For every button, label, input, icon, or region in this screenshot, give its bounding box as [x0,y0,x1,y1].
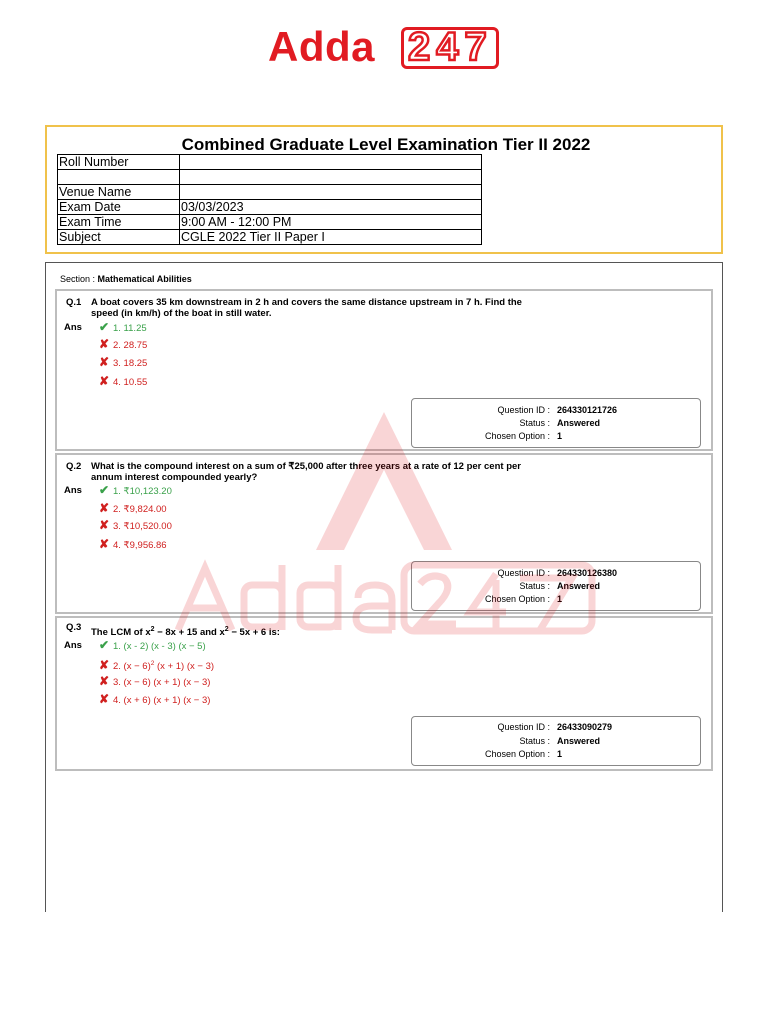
info-row-subject [58,230,482,245]
option-2 [99,658,215,673]
option-3 [99,356,147,368]
info-value: CGLE 2022 Tier II Paper I [180,230,482,245]
info-value: 9:00 AM - 12:00 PM [180,215,482,230]
cross-icon: ✘ [99,518,110,532]
info-value: 03/03/2023 [180,200,482,215]
question-info-box [411,716,701,766]
chosen-label: Chosen Option : [484,594,550,604]
option-1-correct [99,484,172,496]
option-2 [99,338,147,350]
logo-brand-text: Adda [268,23,375,70]
qid-label: Question ID : [497,405,550,415]
option-3 [99,675,210,687]
qid-value: 264330126380 [557,568,618,578]
option-text: 1. ₹10,123.20 [113,486,172,497]
status-value: Answered [557,581,601,591]
option-text: 2. ₹9,824.00 [113,504,167,515]
info-row-blank [58,170,482,185]
status-value: Answered [557,418,601,428]
option-text: 2. (x − 6) [113,661,151,673]
info-row-exam-date [58,200,482,215]
info-label: Exam Date [58,200,180,215]
status-label: Status : [519,736,550,746]
adda247-logo [268,24,502,72]
info-label [58,170,180,185]
option-2 [99,502,167,514]
chosen-label: Chosen Option : [484,431,550,441]
info-label: Subject [58,230,180,245]
qid-value: 26433090279 [557,722,613,732]
question-info-box [411,398,701,448]
answer-label: Ans [64,485,82,496]
info-label: Venue Name [58,185,180,200]
cross-icon: ✘ [99,658,110,673]
status-label: Status : [519,581,550,591]
cross-icon: ✘ [99,374,110,388]
chosen-value: 1 [557,749,563,759]
question-block-3 [55,616,713,771]
candidate-info-table [57,154,482,245]
exam-header-box [45,125,723,254]
check-icon: ✔ [99,483,110,497]
option-4 [99,538,167,550]
option-text: 3. (x − 6) (x + 1) (x − 3) [113,677,211,688]
option-text: 3. 18.25 [113,358,148,369]
option-text: 3. ₹10,520.00 [113,521,172,532]
info-value [180,185,482,200]
question-text-part: − 5x + 6 is: [228,627,280,639]
qid-value: 264330121726 [557,405,618,415]
cross-icon: ✘ [99,674,110,688]
cross-icon: ✘ [99,337,110,351]
question-number: Q.3 [66,622,82,633]
chosen-label: Chosen Option : [484,749,550,759]
question-info-box [411,561,701,611]
cross-icon: ✘ [99,692,110,706]
option-3 [99,519,172,531]
question-text: A boat covers 35 km downstream in 2 h and covers the same distance upstream in 7 h. Find the speed (in km/h) of the boat in still water. [91,297,522,319]
option-4 [99,375,147,387]
answer-label: Ans [64,322,82,333]
qid-label: Question ID : [497,722,550,732]
chosen-value: 1 [557,594,563,604]
status-label: Status : [519,418,550,428]
question-block-1 [55,289,713,451]
exponent: 2 [150,626,155,633]
check-icon: ✔ [99,638,110,652]
question-number: Q.1 [66,297,82,308]
info-label: Exam Time [58,215,180,230]
option-text: 1. 11.25 [113,323,147,334]
question-block-2 [55,453,713,614]
logo-digits: 247 [408,25,493,69]
option-1-correct [99,639,206,651]
question-number: Q.2 [66,461,82,472]
option-text: 1. (x - 2) (x - 3) (x − 5) [113,641,206,652]
cross-icon: ✘ [99,355,110,369]
option-text: 4. ₹9,956.86 [113,540,167,551]
question-text [91,624,531,638]
section-prefix: Section : [60,274,98,284]
option-text: 2. 28.75 [113,340,148,351]
qid-label: Question ID : [497,568,550,578]
status-value: Answered [557,736,601,746]
info-value [180,155,482,170]
check-icon: ✔ [99,320,110,334]
chosen-value: 1 [557,431,563,441]
section-title [60,274,192,284]
question-text: What is the compound interest on a sum of ₹25,000 after three years at a rate of 12 per cent per annum interest compounded yearly? [91,461,521,483]
cross-icon: ✘ [99,501,110,515]
info-label: Roll Number [58,155,180,170]
cross-icon: ✘ [99,537,110,551]
info-row-roll-number [58,155,482,170]
exam-title: Combined Graduate Level Examination Tier II 2022 [181,135,591,154]
option-text-tail: (x + 1) (x − 3) [154,661,215,673]
exponent: 2 [150,660,155,667]
info-row-venue-name [58,185,482,200]
section-name: Mathematical Abilities [97,274,192,284]
question-text-part: The LCM of x [91,627,151,639]
option-text: 4. (x + 6) (x + 1) (x − 3) [113,695,211,706]
option-text: 4. 10.55 [113,377,148,388]
answer-label: Ans [64,640,82,651]
option-4 [99,693,210,705]
option-1-correct [99,321,147,333]
info-row-exam-time [58,215,482,230]
exponent: 2 [224,626,229,633]
question-text-part: − 8x + 15 and x [154,627,225,639]
info-value [180,170,482,185]
